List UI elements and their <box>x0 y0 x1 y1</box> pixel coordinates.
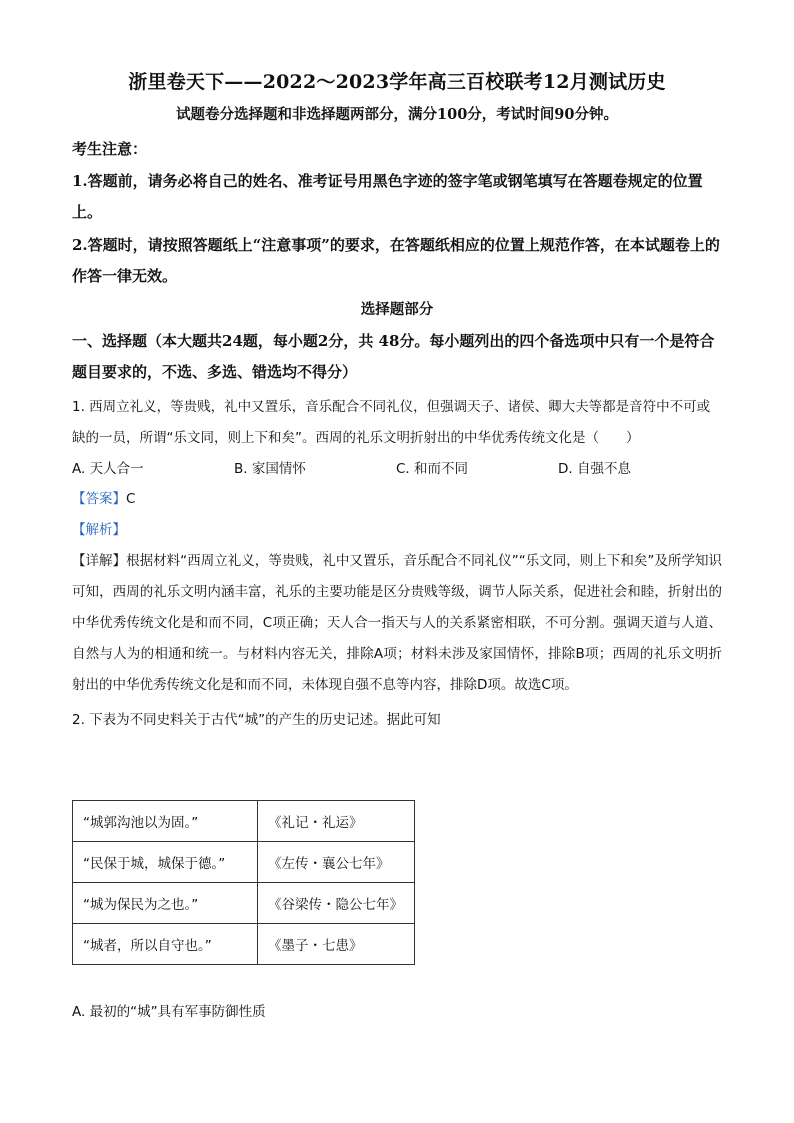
answer-value: C <box>126 491 136 507</box>
document-title: 浙里卷天下——2022～2023学年高三百校联考12月测试历史 <box>128 71 666 93</box>
table-cell-source: 《礼记・礼运》 <box>258 801 415 842</box>
option-a: A. 天人合一 <box>72 461 144 477</box>
detail-tag: 【详解】 <box>72 553 127 569</box>
option-c: C. 和而不同 <box>396 461 469 477</box>
table-cell-quote: “城郭沟池以为固。” <box>73 801 258 842</box>
question-1-text: 1. 西周立礼义，等贵贱，礼中又置乐，音乐配合不同礼仪，但强调天子、诸侯、卿大夫等都是音符中不可或缺的一员，所谓“乐文同，则上下和矣”。西周的礼乐文明折射出的中华优秀传统文化是（ ） <box>72 399 711 446</box>
notice-item-2: 2.答题时，请按照答题纸上“注意事项”的要求，在答题纸相应的位置上规范作答，在本试题卷上的作答一律无效。 <box>72 236 720 285</box>
question-2-option-a: A. 最初的“城”具有军事防御性质 <box>72 1004 266 1020</box>
table-cell-source: 《谷梁传・隐公七年》 <box>258 883 415 924</box>
table-cell-quote: “城者，所以自守也。” <box>73 924 258 965</box>
table-row <box>73 801 415 842</box>
table-row <box>73 842 415 883</box>
table-row <box>73 883 415 924</box>
part-heading: 一、选择题（本大题共24题，每小题2分，共 48分。每小题列出的四个备选项中只有一个是符合题目要求的，不选、多选、错选均不得分） <box>72 332 715 381</box>
detail-text: 根据材料“西周立礼义，等贵贱，礼中又置乐，音乐配合不同礼仪”“乐文同，则上下和矣”及所学知识可知，西周的礼乐文明内涵丰富，礼乐的主要功能是区分贵贱等级，调节人际关系，促进社会和睦，折射出的中华优秀传统文化是和而不同，C项正确；天人合一指天与人的关系紧密相联，不可分割。强调天道与人道、自然与人为的相通和统一。与材料内容无关，排除A项；材料未涉及家国情怀，排除B项；西周的礼乐文明折射出的中华优秀传统文化是和而不同，未体现自强不息等内容，排除D项。故选C项。 <box>72 553 722 693</box>
table-cell-quote: “城为保民为之也。” <box>73 883 258 924</box>
answer-line <box>72 484 722 515</box>
question-2-text: 2. 下表为不同史料关于古代“城”的产生的历史记述。据此可知 <box>72 712 441 728</box>
table-row <box>73 924 415 965</box>
option-d: D. 自强不息 <box>558 461 631 477</box>
table-cell-source: 《左传・襄公七年》 <box>258 842 415 883</box>
answer-tag: 【答案】 <box>72 491 126 507</box>
source-table <box>72 800 415 965</box>
option-b: B. 家国情怀 <box>234 461 306 477</box>
document-page <box>72 66 722 1027</box>
analysis-tag: 【解析】 <box>72 522 126 538</box>
table-cell-source: 《墨子・七患》 <box>258 924 415 965</box>
question-1-options <box>72 454 722 484</box>
detail-paragraph <box>72 546 722 701</box>
section-title: 选择题部分 <box>360 301 434 318</box>
exam-subtitle: 试题卷分选择题和非选择题两部分，满分100分，考试时间90分钟。 <box>176 106 618 123</box>
notice-item-1: 1.答题前，请务必将自己的姓名、准考证号用黑色字迹的签字笔或钢笔填写在答题卷规定的位置上。 <box>72 172 703 221</box>
table-cell-quote: “民保于城，城保于德。” <box>73 842 258 883</box>
analysis-line <box>72 515 722 546</box>
notice-heading: 考生注意： <box>72 140 148 158</box>
